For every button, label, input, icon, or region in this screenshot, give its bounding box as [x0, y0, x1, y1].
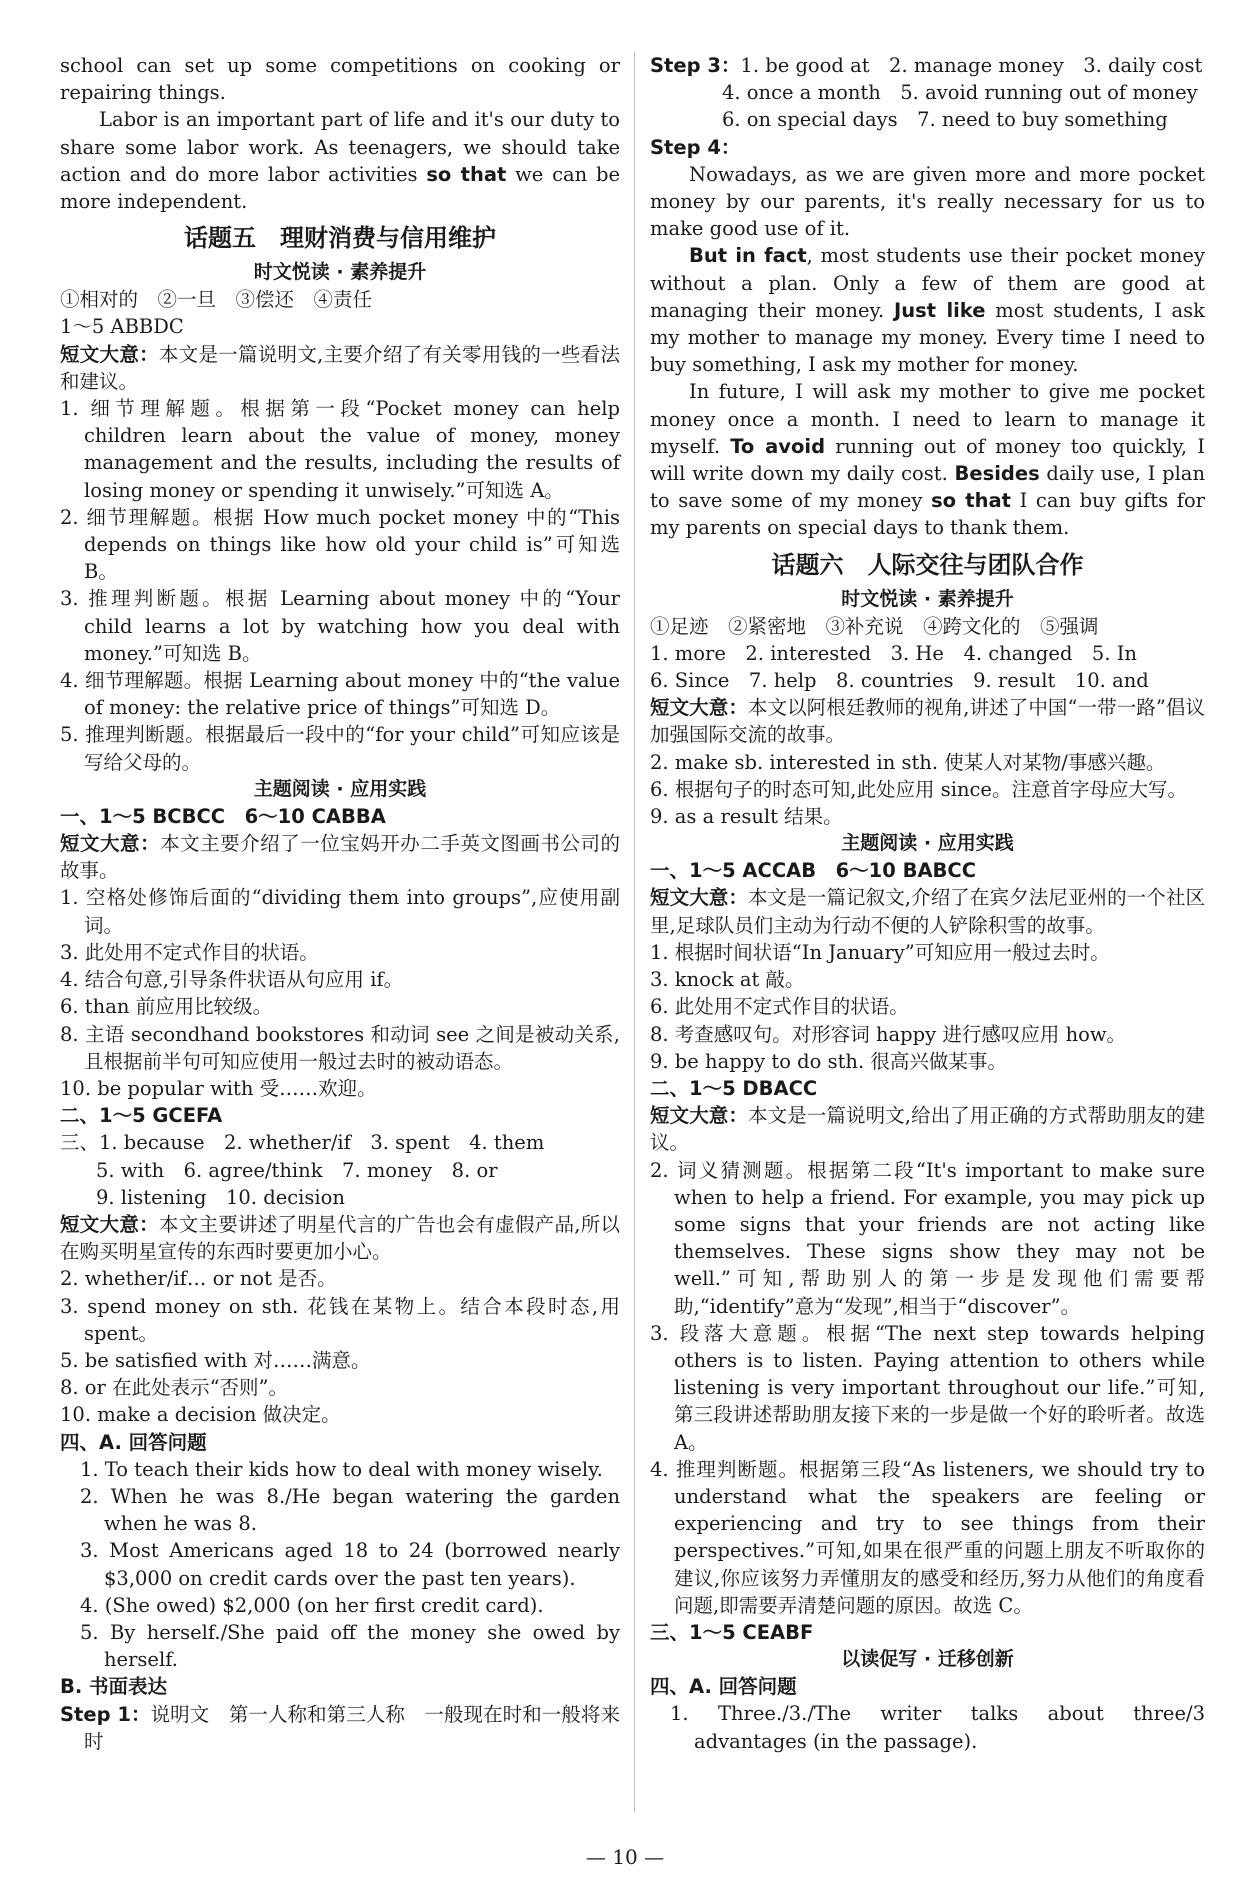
- topic5-item: 1. 细节理解题。根据第一段“Pocket money can help children learn about the value of money, money management and the results, including the results of losing money or spending it unwisely.”可知选 A。: [60, 397, 620, 502]
- intro-paragraph-1: school can set up some competitions on cooking or repairing things.: [60, 54, 620, 105]
- part4-item: 3. Most Americans aged 18 to 24 (borrowed nearly $3,000 on credit cards over the past ten years).: [80, 1539, 620, 1590]
- summary-text: 本文是一篇记叙文,介绍了在宾夕法尼亚州的一个社区里,足球队员们主动为行动不便的人铲除积雪的故事。: [650, 886, 1205, 937]
- r1-summary: [650, 884, 1205, 938]
- topic5-subheading-practice: 主题阅读 · 应用实践: [253, 777, 427, 800]
- topic6-vocab: ①足迹 ②紧密地 ③补充说 ④跨文化的 ⑤强调: [650, 614, 1099, 638]
- r1-item: 6. 此处用不定式作目的状语。: [650, 995, 909, 1019]
- summary-text: 本文以阿根廷教师的视角,讲述了中国“一带一路”倡议加强国际交流的故事。: [650, 696, 1205, 747]
- topic6-subheading-reading: 时文悦读 · 素养提升: [841, 587, 1014, 610]
- summary-text: 本文是一篇说明文,给出了用正确的方式帮助朋友的建议。: [650, 1104, 1205, 1155]
- part3-item: 10. make a decision 做决定。: [60, 1403, 341, 1427]
- r2-item: 2. 词义猜测题。根据第二段“It's important to make sure when to help a friend. For example, you may pick up some signs that your friends are not acting like themselves. These signs show they may not be well.”可知,帮助别人的第一步是发现他们需要帮助,“identify”意为“发现”,相当于“discover”。: [650, 1158, 1205, 1318]
- essay-paragraph-1: Nowadays, as we are given more and more pocket money by our parents, it's really necessary for us to make good use of it.: [650, 162, 1205, 241]
- step4-label: Step 4：: [650, 135, 741, 159]
- summary-label: 短文大意：: [650, 886, 748, 910]
- part3-summary: [60, 1211, 620, 1265]
- step3-line1: [650, 52, 1205, 79]
- step-label: Step 3：: [650, 54, 741, 77]
- r1-item: 9. be happy to do sth. 很高兴做某事。: [650, 1049, 1007, 1073]
- part2-answers: 二、1～5 GCEFA: [60, 1104, 223, 1128]
- topic6-subheading-practice: 主题阅读 · 应用实践: [841, 832, 1014, 855]
- column-divider: [634, 52, 635, 1812]
- part1-item: 10. be popular with 受……欢迎。: [60, 1076, 377, 1100]
- topic6-item: 9. as a result 结果。: [650, 805, 843, 829]
- bold-phrase: so that: [426, 162, 507, 186]
- partB-title: B. 书面表达: [60, 1675, 168, 1699]
- r1-item: 3. knock at 敲。: [650, 968, 805, 992]
- part1-summary: [60, 830, 620, 884]
- summary-label: 短文大意：: [60, 1212, 159, 1236]
- bold-phrase: so that: [931, 489, 1011, 513]
- topic6-answers-line1: 1. more 2. interested 3. He 4. changed 5. In: [650, 641, 1137, 665]
- part4-item: 2. When he was 8./He began watering the garden when he was 8.: [80, 1484, 620, 1536]
- step3-line3: 6. on special days 7. need to buy something: [722, 108, 1168, 132]
- topic6-title: 话题六 人际交往与团队合作: [771, 550, 1084, 579]
- part1-item: 8. 主语 secondhand bookstores 和动词 see 之间是被动关系,且根据前半句可知应使用一般过去时的被动语态。: [60, 1022, 620, 1073]
- bold-phrase: Just like: [893, 298, 986, 322]
- part4-item: 1. To teach their kids how to deal with money wisely.: [80, 1457, 603, 1481]
- r1-item: 1. 根据时间状语“In January”可知应用一般过去时。: [650, 940, 1110, 964]
- step-text: 1. be good at 2. manage money 3. daily cost: [740, 54, 1203, 77]
- summary-text: 本文主要讲述了明星代言的广告也会有虚假产品,所以在购买明星宣传的东西时要更加小心。: [60, 1212, 620, 1264]
- step3-line2: 4. once a month 5. avoid running out of money: [722, 81, 1198, 105]
- summary-label: 短文大意：: [60, 342, 159, 366]
- essay-paragraph-3: [650, 378, 1205, 541]
- topic6-answers-line2: 6. Since 7. help 8. countries 9. result 10. and: [650, 669, 1149, 693]
- r2-summary: [650, 1102, 1205, 1156]
- essay-paragraph-2: [650, 242, 1205, 378]
- text-run: Labor is an important part of life and it's our duty to share some labor work. As teenagers, we should take action and do more labor activities: [60, 108, 620, 186]
- summary-label: 短文大意：: [650, 1104, 748, 1128]
- r2-item: 4. 推理判断题。根据第三段“As listeners, we should try to understand what the speakers are feeling or experiencing and try to see things from their perspectives.”可知,如果在很严重的问题上朋友不听取你的建议,你应该努力弄懂朋友的感受和经历,努力从他们的角度看问题,即需要弄清楚问题的原因。故选 C。: [650, 1457, 1205, 1617]
- bold-phrase: To avoid: [730, 434, 826, 458]
- summary-text: 本文主要介绍了一位宝妈开办二手英文图画书公司的故事。: [60, 832, 620, 883]
- topic6-item: 2. make sb. interested in sth. 使某人对某物/事感兴趣。: [650, 750, 1166, 774]
- bold-phrase: Besides: [954, 462, 1040, 486]
- part3-item: 3. spend money on sth. 花钱在某物上。结合本段时态,用 spent。: [60, 1294, 620, 1345]
- part1-item: 1. 空格处修饰后面的“dividing them into groups”,应使用副词。: [60, 886, 620, 937]
- r3-answers: 三、1～5 CEABF: [650, 1620, 814, 1644]
- part3-answers-line1: 三、1. because 2. whether/if 3. spent 4. them: [60, 1131, 545, 1155]
- text-run: we can be more independent.: [60, 162, 620, 214]
- text-run: I can buy gifts for my parents on special days to thank them.: [650, 489, 1206, 540]
- summary-text: 本文是一篇说明文,主要介绍了有关零用钱的一些看法和建议。: [60, 342, 620, 393]
- topic5-answers: 1～5 ABBDC: [60, 315, 184, 339]
- text-run: In future, I will ask my mother to give me pocket money once a month. I need to learn to manage it myself.: [650, 380, 1205, 458]
- part1-item: 6. than 前应用比较级。: [60, 995, 273, 1019]
- topic5-vocab: ①相对的 ②一旦 ③偿还 ④责任: [60, 288, 373, 312]
- part3-answers-line2: 5. with 6. agree/think 7. money 8. or: [96, 1158, 498, 1182]
- topic6-summary: [650, 694, 1205, 748]
- text-run: running out of money too quickly, I will write down my daily cost.: [650, 434, 1206, 486]
- topic5-item: 3. 推理判断题。根据 Learning about money 中的“Your child learns a lot by watching how you deal with money.”可知选 B。: [60, 587, 620, 665]
- part3-item: 2. whether/if… or not 是否。: [60, 1267, 337, 1291]
- part1-item: 3. 此处用不定式作目的状语。: [60, 940, 319, 964]
- r4-item: 1. Three./3./The writer talks about three/3 advantages (in the passage).: [670, 1702, 1205, 1753]
- part3-item: 5. be satisfied with 对……满意。: [60, 1348, 371, 1372]
- topic5-title: 话题五 理财消费与信用维护: [184, 224, 496, 253]
- right-column: [650, 52, 1205, 1755]
- topic5-item: 2. 细节理解题。根据 How much pocket money 中的“This depends on things like how old your child is”可知选 B。: [60, 505, 620, 584]
- part4-item: 4. (She owed) $2,000 (on her first credit card).: [80, 1593, 544, 1617]
- r2-item: 3. 段落大意题。根据“The next step towards helping others is to listen. Paying attention to others while listening is very important throughout our life.”可知,第三段讲述帮助朋友接下来的一步是做一个好的聆听者。故选 A。: [650, 1321, 1205, 1454]
- intro-paragraph-2: [60, 106, 620, 215]
- part1-item: 4. 结合句意,引导条件状语从句应用 if。: [60, 968, 404, 992]
- part3-item: 8. or 在此处表示“否则”。: [60, 1376, 289, 1400]
- r1-item: 8. 考查感叹句。对形容词 happy 进行感叹应用 how。: [650, 1022, 1127, 1046]
- topic5-item: 5. 推理判断题。根据最后一段中的“for your child”可知应该是写给父母的。: [60, 723, 620, 774]
- summary-label: 短文大意：: [60, 832, 161, 856]
- step-label: Step 1：: [60, 1702, 151, 1726]
- text-run: daily use, I plan to save some of my money: [650, 462, 1205, 513]
- topic6-item: 6. 根据句子的时态可知,此处应用 since。注意首字母应大写。: [650, 777, 1187, 801]
- topic5-item: 4. 细节理解题。根据 Learning about money 中的“the value of money: the relative price of things”可知选 D。: [60, 669, 620, 720]
- step-text: 说明文 第一人称和第三人称 一般现在时和一般将来时: [84, 1702, 620, 1753]
- r2-answers: 二、1～5 DBACC: [650, 1076, 818, 1100]
- part4-title: 四、A. 回答问题: [60, 1430, 207, 1454]
- summary-label: 短文大意：: [650, 696, 748, 720]
- text-run: most students, I ask my mother to manage my money. Every time I need to buy something, I ask my mother for money.: [650, 298, 1205, 377]
- part1-answers: 一、1～5 BCBCC 6～10 CABBA: [60, 804, 386, 828]
- r4-title: 四、A. 回答问题: [650, 1675, 797, 1699]
- topic5-summary: [60, 341, 620, 395]
- bold-phrase: But in fact: [689, 244, 807, 268]
- part3-answers-line3: 9. listening 10. decision: [96, 1185, 345, 1209]
- step1: [60, 1701, 620, 1755]
- topic5-subheading-reading: 时文悦读 · 素养提升: [253, 261, 427, 284]
- topic6-subheading-writing: 以读促写 · 迁移创新: [841, 1648, 1014, 1671]
- text-run: , most students use their pocket money without a plan. Only a few of them are good at managing their money.: [650, 244, 1205, 322]
- page-number: — 10 —: [585, 1845, 665, 1869]
- left-column: [60, 52, 620, 1755]
- part4-item: 5. By herself./She paid off the money she owed by herself.: [80, 1620, 620, 1672]
- r1-answers: 一、1～5 ACCAB 6～10 BABCC: [650, 859, 977, 883]
